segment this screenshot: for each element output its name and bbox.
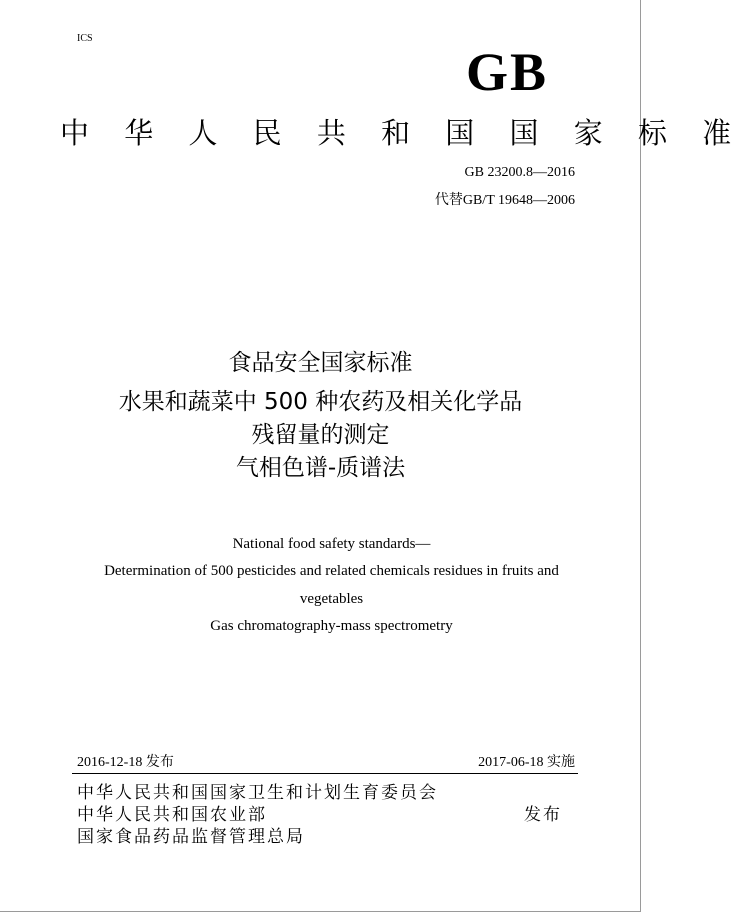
issuer-food-drug-administration: 国家食品药品监督管理总局 bbox=[77, 827, 305, 847]
en-title-line-4: Gas chromatography-mass spectrometry bbox=[210, 618, 453, 634]
en-title-line-3: vegetables bbox=[299, 591, 364, 607]
replaced-standard: 代替GB/T 19648—2006 bbox=[434, 193, 575, 208]
publish-label: 发布 bbox=[524, 805, 562, 825]
cn-title-line-2: 水果和蔬菜中 500 种农药及相关化学品 bbox=[118, 389, 523, 415]
gb-logo: GB bbox=[466, 42, 549, 102]
cn-title-line-3: 残留量的测定 bbox=[251, 422, 390, 448]
issue-date: 2016-12-18 发布 bbox=[77, 755, 174, 770]
ics-label: ICS bbox=[77, 33, 93, 44]
standard-number: GB 23200.8—2016 bbox=[464, 165, 575, 180]
cn-title-line-4: 气相色谱-质谱法 bbox=[235, 455, 406, 481]
issuer-ministry-of-agriculture: 中华人民共和国农业部 bbox=[77, 805, 267, 825]
implementation-date: 2017-06-18 实施 bbox=[478, 755, 575, 770]
en-title-line-2: Determination of 500 pesticides and related chemicals residues in fruits and bbox=[104, 563, 559, 579]
en-title-line-1: National food safety standards— bbox=[232, 536, 431, 552]
national-standard-heading: 中 华 人 民 共 和 国 国 家 标 准 bbox=[60, 116, 744, 150]
issuer-health-commission: 中华人民共和国国家卫生和计划生育委员会 bbox=[77, 783, 438, 803]
divider-line bbox=[72, 773, 578, 774]
cn-title-line-1: 食品安全国家标准 bbox=[228, 350, 413, 376]
